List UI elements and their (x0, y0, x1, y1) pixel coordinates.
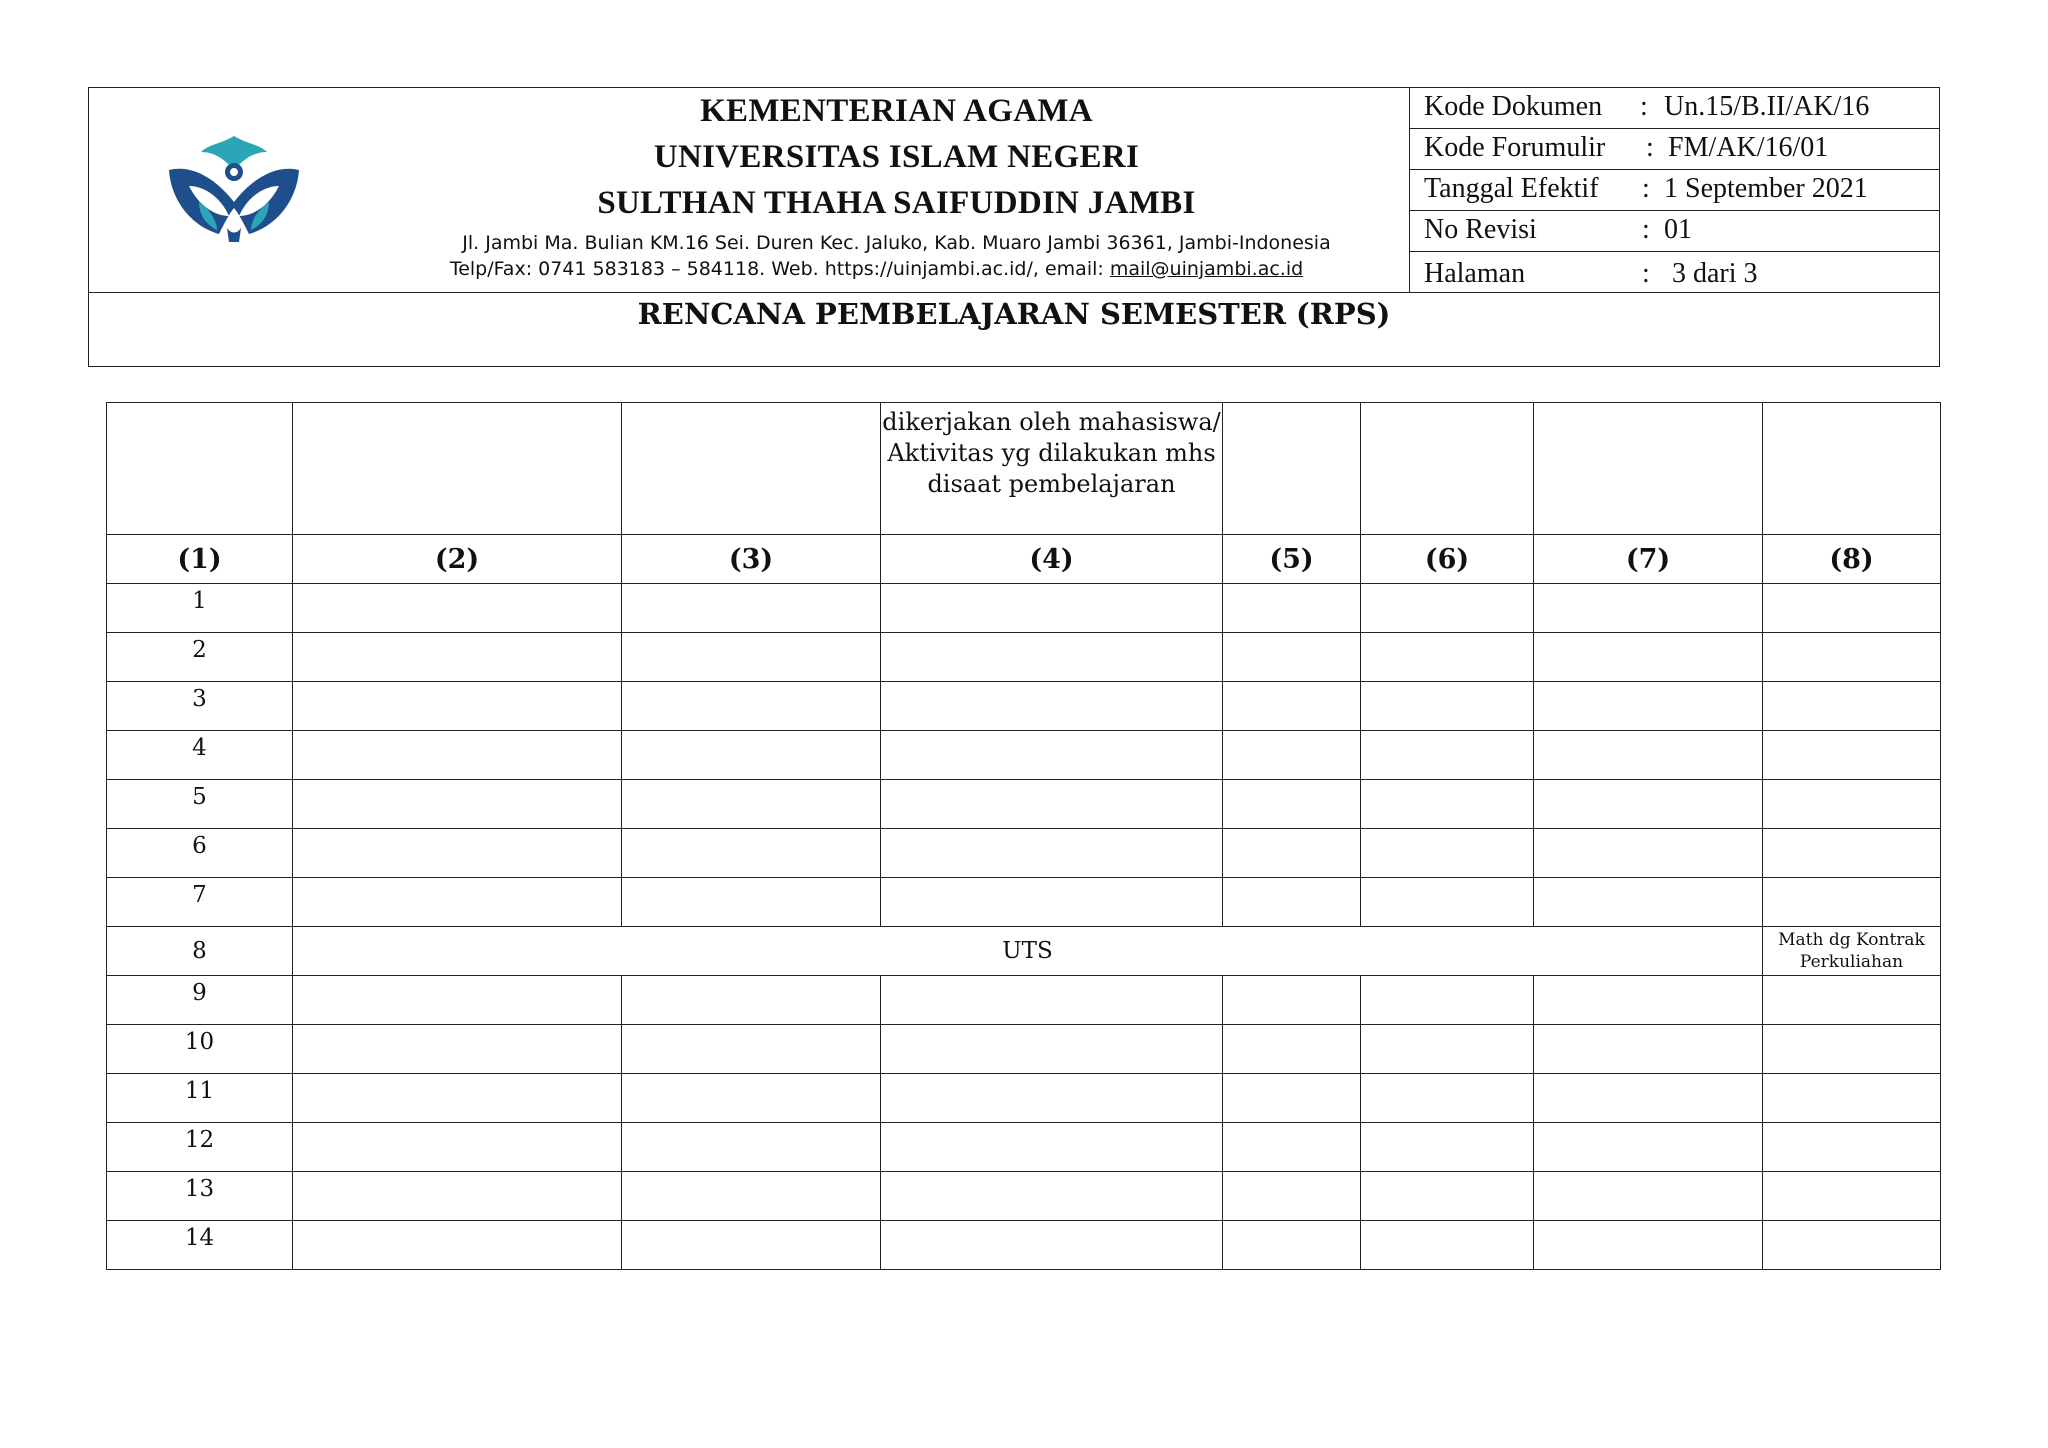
table-cell (293, 780, 622, 829)
table-cell (1223, 780, 1361, 829)
meta-sep: : (1642, 258, 1650, 289)
table-cell (622, 1074, 881, 1123)
table-cell (1534, 1025, 1763, 1074)
table-cell (1534, 633, 1763, 682)
table-cell (1223, 976, 1361, 1025)
table-cell (1763, 829, 1941, 878)
meta-row-kode-dokumen (1410, 88, 1940, 129)
table-cell (1763, 1221, 1941, 1270)
meta-sep: : (1642, 173, 1650, 204)
table-cell (881, 1025, 1223, 1074)
table-cell (1534, 878, 1763, 927)
table-cell (881, 731, 1223, 780)
meeting-number: 12 (107, 1123, 293, 1172)
table-cell (293, 682, 622, 731)
meta-key: Kode Forumulir (1424, 132, 1606, 163)
table-cell (293, 1172, 622, 1221)
table-cell (622, 584, 881, 633)
table-cell (1223, 731, 1361, 780)
table-cell (293, 829, 622, 878)
table-cell (1361, 1025, 1534, 1074)
contact-prefix: Telp/Fax: 0741 583183 – 584118. Web. https://uinjambi.ac.id/, email: (449, 258, 1110, 280)
table-cell (1361, 731, 1534, 780)
meeting-number: 4 (107, 731, 293, 780)
column-number: (8) (1763, 535, 1941, 584)
table-cell (1361, 878, 1534, 927)
table-cell (881, 878, 1223, 927)
header-cell (107, 403, 293, 535)
rps-table (106, 402, 1941, 1270)
table-cell (293, 731, 622, 780)
table-cell (293, 584, 622, 633)
campus-name: SULTHAN THAHA SAIFUDDIN JAMBI (597, 185, 1196, 221)
meeting-number: 5 (107, 780, 293, 829)
table-cell (1763, 1123, 1941, 1172)
table-cell (1361, 976, 1534, 1025)
table-cell (622, 633, 881, 682)
table-cell (622, 682, 881, 731)
table-cell (293, 878, 622, 927)
table-cell (1534, 780, 1763, 829)
column-number: (3) (622, 535, 881, 584)
table-cell (881, 780, 1223, 829)
table-row (107, 1074, 1941, 1123)
table-cell (1361, 829, 1534, 878)
meeting-number: 10 (107, 1025, 293, 1074)
table-cell (1534, 731, 1763, 780)
table-cell (293, 633, 622, 682)
table-row (107, 1172, 1941, 1221)
meeting-number: 7 (107, 878, 293, 927)
document-header (88, 87, 1940, 367)
uts-note-line: Perkuliahan (1799, 952, 1904, 972)
table-cell (1763, 682, 1941, 731)
table-cell (1361, 633, 1534, 682)
header-cell (1223, 403, 1361, 535)
meeting-number: 14 (107, 1221, 293, 1270)
meeting-number: 3 (107, 682, 293, 731)
meta-sep: : (1642, 214, 1650, 245)
table-cell (1763, 1074, 1941, 1123)
document-meta (1409, 88, 1940, 292)
table-cell (622, 976, 881, 1025)
table-cell (1763, 731, 1941, 780)
table-cell (622, 829, 881, 878)
table-cell (1223, 682, 1361, 731)
meta-key: Kode Dokumen (1424, 91, 1603, 122)
table-cell (1223, 1025, 1361, 1074)
table-cell (1534, 1123, 1763, 1172)
column-number: (7) (1534, 535, 1763, 584)
table-cell (1361, 1074, 1534, 1123)
meta-row-no-revisi (1410, 211, 1940, 252)
header-cell-activity-description: dikerjakan oleh mahasiswa/ Aktivitas yg dilakukan mhs disaat pembelajaran (881, 403, 1223, 535)
meta-row-halaman (1410, 252, 1940, 294)
table-cell (1223, 584, 1361, 633)
meta-row-tanggal-efektif (1410, 170, 1940, 211)
table-cell (1534, 682, 1763, 731)
table-cell (1361, 584, 1534, 633)
meeting-number: 13 (107, 1172, 293, 1221)
meta-key: No Revisi (1424, 214, 1537, 245)
table-cell (1223, 829, 1361, 878)
table-cell (1361, 682, 1534, 731)
table-cell (1763, 1025, 1941, 1074)
header-cell (1361, 403, 1534, 535)
table-row-uts (107, 927, 1941, 976)
meeting-number: 9 (107, 976, 293, 1025)
meta-value: 01 (1664, 214, 1692, 245)
uts-label: UTS (293, 927, 1763, 976)
column-number: (2) (293, 535, 622, 584)
table-column-number-row (107, 535, 1941, 584)
table-cell (293, 1123, 622, 1172)
meeting-number: 6 (107, 829, 293, 878)
table-cell (1223, 633, 1361, 682)
email-link[interactable]: mail@uinjambi.ac.id (1109, 258, 1304, 280)
meta-row-kode-formulir (1410, 129, 1940, 170)
table-cell (881, 1123, 1223, 1172)
table-cell (622, 1123, 881, 1172)
meta-sep: : (1640, 91, 1648, 122)
uts-note (1763, 927, 1941, 976)
table-cell (622, 1025, 881, 1074)
table-row (107, 1123, 1941, 1172)
table-cell (1534, 1172, 1763, 1221)
table-cell (1361, 780, 1534, 829)
table-cell (622, 780, 881, 829)
table-cell (1361, 1221, 1534, 1270)
table-cell (1361, 1172, 1534, 1221)
header-cell (1534, 403, 1763, 535)
table-cell (881, 633, 1223, 682)
table-cell (1223, 878, 1361, 927)
meta-value: 1 September 2021 (1664, 173, 1868, 204)
table-cell (881, 1074, 1223, 1123)
header-top (89, 88, 1939, 293)
meeting-number: 11 (107, 1074, 293, 1123)
document-title: RENCANA PEMBELAJARAN SEMESTER (RPS) (637, 297, 1391, 331)
table-cell (1223, 1123, 1361, 1172)
meta-key: Tanggal Efektif (1424, 173, 1599, 204)
meta-value: Un.15/B.II/AK/16 (1664, 91, 1870, 122)
table-cell (1763, 878, 1941, 927)
table-cell (1534, 976, 1763, 1025)
header-cell (1763, 403, 1941, 535)
table-cell (293, 1025, 622, 1074)
table-cell (1763, 633, 1941, 682)
table-cell (1534, 1074, 1763, 1123)
table-cell (1223, 1221, 1361, 1270)
table-cell (622, 731, 881, 780)
meta-key: Halaman (1424, 258, 1526, 289)
ministry-name: KEMENTERIAN AGAMA (700, 93, 1093, 129)
address-line: Jl. Jambi Ma. Bulian KM.16 Sei. Duren Kec. Jaluko, Kab. Muaro Jambi 36361, Jambi-Indonesia (462, 232, 1331, 254)
table-row (107, 976, 1941, 1025)
meeting-number: 1 (107, 584, 293, 633)
uts-note-line: Math dg Kontrak (1778, 930, 1925, 950)
table-row (107, 1025, 1941, 1074)
column-number: (1) (107, 535, 293, 584)
table-row (107, 584, 1941, 633)
table-row (107, 731, 1941, 780)
table-cell (881, 829, 1223, 878)
table-cell (881, 584, 1223, 633)
table-row (107, 682, 1941, 731)
table-cell (1223, 1074, 1361, 1123)
header-cell (293, 403, 622, 535)
table-row (107, 829, 1941, 878)
table-header-description-row (107, 403, 1941, 535)
table-cell (293, 1221, 622, 1270)
table-cell (1763, 976, 1941, 1025)
contact-line (239, 254, 1514, 284)
table-cell (622, 1172, 881, 1221)
meeting-number: 8 (107, 927, 293, 976)
table-cell (1534, 829, 1763, 878)
table-cell (622, 878, 881, 927)
table-row (107, 633, 1941, 682)
table-row (107, 780, 1941, 829)
header-cell (622, 403, 881, 535)
table-cell (881, 1172, 1223, 1221)
university-name: UNIVERSITAS ISLAM NEGERI (653, 139, 1140, 175)
table-cell (881, 976, 1223, 1025)
table-cell (1763, 584, 1941, 633)
column-number: (6) (1361, 535, 1534, 584)
table-row (107, 878, 1941, 927)
table-cell (881, 682, 1223, 731)
table-cell (1223, 1172, 1361, 1221)
table-cell (293, 1074, 622, 1123)
meta-value: FM/AK/16/01 (1668, 132, 1829, 163)
column-number: (5) (1223, 535, 1361, 584)
table-cell (1763, 780, 1941, 829)
meta-value: 3 dari 3 (1672, 258, 1758, 289)
table-cell (1763, 1172, 1941, 1221)
meeting-number: 2 (107, 633, 293, 682)
column-number: (4) (881, 535, 1223, 584)
table-cell (293, 976, 622, 1025)
table-cell (1534, 584, 1763, 633)
table-row (107, 1221, 1941, 1270)
table-cell (1361, 1123, 1534, 1172)
meta-sep: : (1646, 132, 1654, 163)
table-cell (1534, 1221, 1763, 1270)
table-cell (622, 1221, 881, 1270)
table-cell (881, 1221, 1223, 1270)
